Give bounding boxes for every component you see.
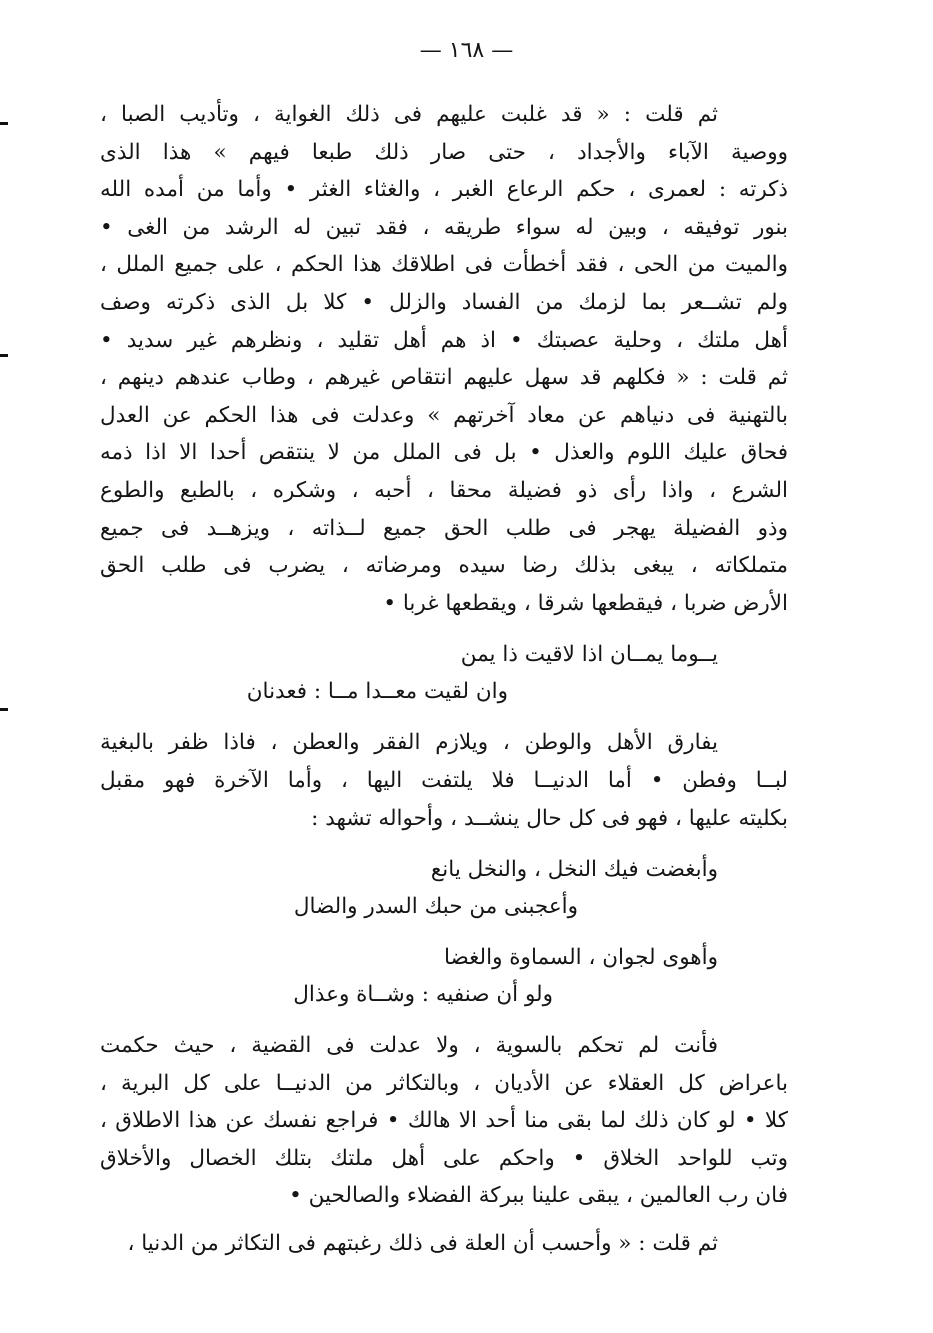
scan-edge-mark <box>0 354 8 357</box>
paragraph <box>100 96 788 359</box>
text-line: وذو الفضيلة يهجر فى طلب الحق جميع لــذاته ، ويزهــد فى جميع <box>100 515 788 541</box>
verse-hemistich: وأهوى لجوان ، السماوة والغضا <box>443 945 718 971</box>
text-line: لبــا وفطن • أما الدنيــا فلا يلتفت اليها ، وأما الآخرة فهو مقبل <box>100 767 788 793</box>
verse <box>100 939 788 1013</box>
text-line: باعراض كل العقلاء عن الأديان ، وبالتكاثر من الدنيــا على كل البرية ، <box>100 1070 788 1096</box>
scan-edge-mark <box>0 122 8 125</box>
text-line: أهل ملتك ، وحلية عصبتك • اذ هم أهل تقليد ، ونظرهم غير سديد • <box>100 327 788 353</box>
text-line: ذكرته : لعمرى ، حكم الرعاع الغبر ، والغثاء الغثر • وأما من أمده الله <box>100 177 788 203</box>
paragraph <box>100 1225 788 1263</box>
text-line: كلا • لو كان ذلك لما بقى منا أحد الا هالك • فراجع نفسك عن هذا الاطلاق ، <box>100 1108 788 1134</box>
text-line: الأرض ضربا ، فيقطعها شرقا ، ويقطعها غربا • <box>383 590 788 616</box>
text-line: ولم تشــعر بما لزمك من الفساد والزلل • كلا بل الذى ذكرته وصف <box>100 289 788 315</box>
text-line: ووصية الآباء والأجداد ، حتى صار ذلك طبعا فيهم » هذا الذى <box>100 139 788 165</box>
verse-hemistich: ولو أن صنفيه : وشــاة وعذال <box>293 982 553 1008</box>
page-body <box>100 96 788 1263</box>
text-line: فان رب العالمين ، يبقى علينا ببركة الفضلاء والصالحين • <box>289 1183 788 1209</box>
paragraph <box>100 1027 788 1215</box>
verse <box>100 636 788 710</box>
text-line: والميت من الحى ، فقد أخطأت فى اطلاقك هذا الحكم ، على جميع الملل ، <box>100 252 788 278</box>
text-line: ثم قلت : « فكلهم قد سهل عليهم انتقاص غيرهم ، وطاب عندهم دينهم ، <box>100 365 788 391</box>
text-line: بنور توفيقه ، وبين له سواء طريقه ، فقد تبين له الرشد من الغى • <box>100 214 788 240</box>
verse-hemistich: وان لقيت معــدا مــا : فعدنان <box>246 679 508 705</box>
verse-hemistich: وأبغضت فيك النخل ، والنخل يانع <box>430 857 718 883</box>
text-line: ثم قلت : « وأحسب أن العلة فى ذلك رغبتهم فى التكاثر من الدنيا ، <box>127 1231 718 1257</box>
text-line: بالتهنية فى دنياهم عن معاد آخرتهم » وعدلت فى هذا الحكم عن العدل <box>100 402 788 428</box>
text-line: يفارق الأهل والوطن ، ويلازم الفقر والعطن ، فاذا ظفر بالبغية <box>100 730 718 756</box>
text-line: الشرع ، واذا رأى ذو فضيلة محقا ، أحبه ، وشكره ، بالطبع والطوع <box>100 477 788 503</box>
text-line: فحاق عليك اللوم والعذل • بل فى الملل من لا ينتقص أحدا الا اذا ذمه <box>100 440 788 466</box>
paragraph <box>100 724 788 837</box>
verse-hemistich: يــوما يمــان اذا لاقيت ذا يمن <box>460 642 718 668</box>
page-number: — ١٦٨ — <box>419 38 514 63</box>
text-line: بكليته عليها ، فهو فى كل حال ينشــد ، وأحواله تشهد : <box>311 805 788 831</box>
text-line: متملكاته ، يبغى بذلك رضا سيده ومرضاته ، يضرب فى طلب الحق <box>100 553 788 579</box>
verse <box>100 851 788 925</box>
text-line: فأنت لم تحكم بالسوية ، ولا عدلت فى القضية ، حيث حكمت <box>100 1033 718 1059</box>
text-line: وتب للواحد الخلاق • واحكم على أهل ملتك بتلك الخصال والأخلاق <box>100 1145 788 1171</box>
text-line: ثم قلت : « قد غلبت عليهم فى ذلك الغواية ، وتأديب الصبا ، <box>100 102 718 127</box>
verse-hemistich: وأعجبنى من حبك السدر والضال <box>293 894 578 920</box>
paragraph <box>100 359 788 622</box>
scan-edge-mark <box>0 708 8 711</box>
